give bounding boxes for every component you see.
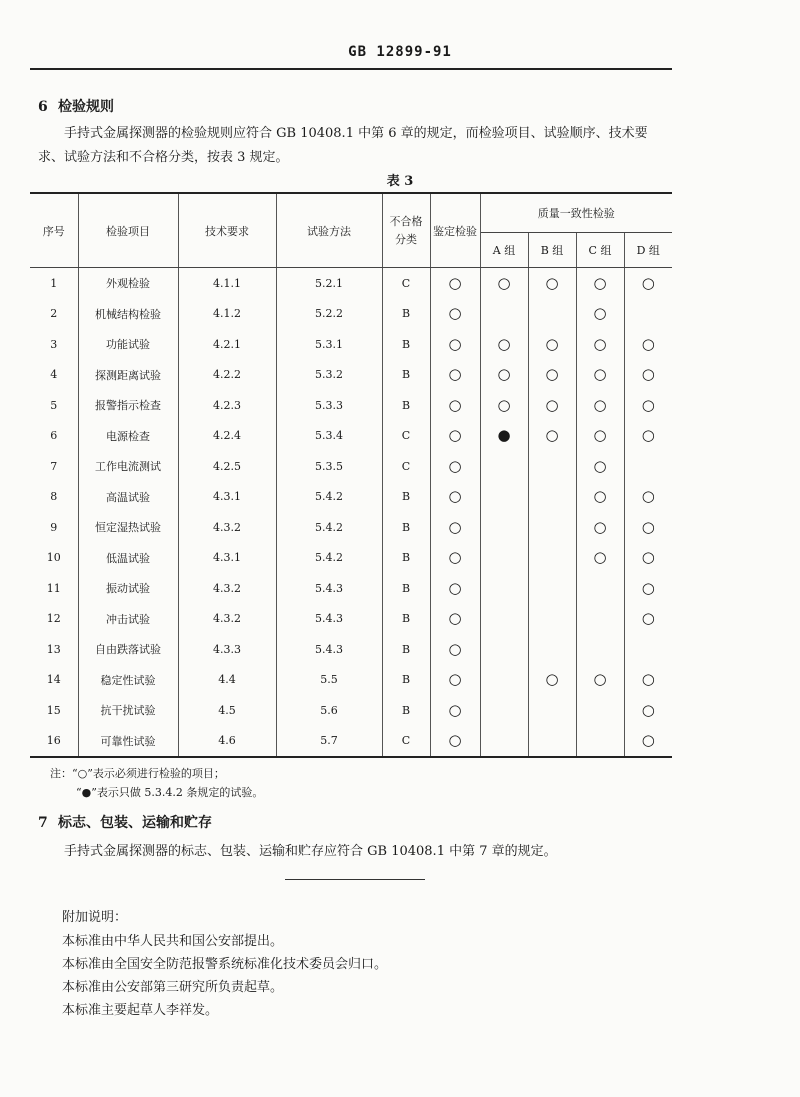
cell-item: 振动试验: [78, 573, 178, 604]
check-mark: ○: [497, 334, 511, 353]
cell-group-c: [576, 604, 624, 635]
cell-class: B: [382, 604, 430, 635]
cell-seq: 12: [30, 604, 78, 635]
cell-seq: 14: [30, 665, 78, 696]
cell-item: 高温试验: [78, 482, 178, 513]
check-mark: ○: [641, 548, 655, 567]
cell-appraisal: [430, 604, 480, 635]
check-mark: ○: [448, 609, 462, 628]
appendix-line-1: 本标准由中华人民共和国公安部提出。: [62, 934, 284, 949]
table-row: [30, 482, 672, 513]
section-7-title: 标志、包装、运输和贮存: [58, 815, 212, 831]
cell-appraisal: [430, 573, 480, 604]
cell-appraisal: [430, 390, 480, 421]
cell-requirement: 4.1.1: [178, 268, 276, 299]
check-mark: ○: [641, 395, 655, 414]
cell-group-a: [480, 329, 528, 360]
cell-group-d: [624, 573, 672, 604]
cell-group-d: [624, 665, 672, 696]
cell-seq: 9: [30, 512, 78, 543]
header-rule: [30, 68, 672, 70]
cell-appraisal: [430, 329, 480, 360]
header-nonconformity-class: 不合格分类: [382, 193, 430, 268]
table-row: [30, 329, 672, 360]
header-appraisal: 鉴定检验: [430, 193, 480, 268]
cell-item: 低温试验: [78, 543, 178, 574]
cell-requirement: 4.6: [178, 726, 276, 758]
check-mark: ○: [593, 426, 607, 445]
cell-group-c: [576, 543, 624, 574]
check-mark: ○: [448, 517, 462, 536]
cell-appraisal: [430, 634, 480, 665]
cell-appraisal: [430, 268, 480, 299]
cell-appraisal: [430, 360, 480, 391]
cell-group-c: [576, 726, 624, 758]
cell-group-b: [528, 726, 576, 758]
check-mark: ○: [448, 731, 462, 750]
note-line-2: “●”表示只做 5.3.4.2 条规定的试验。: [76, 786, 264, 799]
check-mark: ○: [641, 700, 655, 719]
table-row: [30, 421, 672, 452]
note-label: 注：: [50, 767, 72, 780]
cell-group-a: [480, 665, 528, 696]
cell-group-a: [480, 543, 528, 574]
cell-group-c: [576, 665, 624, 696]
cell-appraisal: [430, 451, 480, 482]
table-row: [30, 451, 672, 482]
cell-class: C: [382, 268, 430, 299]
cell-group-c: [576, 695, 624, 726]
cell-seq: 15: [30, 695, 78, 726]
check-mark: ○: [448, 578, 462, 597]
appendix-line-4: 本标准主要起草人李祥发。: [62, 1003, 219, 1018]
cell-group-a: [480, 390, 528, 421]
table-row: [30, 726, 672, 758]
check-mark: ○: [593, 273, 607, 292]
check-mark: ○: [448, 365, 462, 384]
cell-group-a: [480, 360, 528, 391]
cell-group-a: [480, 268, 528, 299]
cell-item: 探测距离试验: [78, 360, 178, 391]
cell-method: 5.6: [276, 695, 382, 726]
cell-seq: 7: [30, 451, 78, 482]
check-mark: ○: [641, 487, 655, 506]
header-requirement: 技术要求: [178, 193, 276, 268]
cell-group-b: [528, 604, 576, 635]
check-mark: ○: [448, 273, 462, 292]
cell-class: B: [382, 695, 430, 726]
check-mark: ○: [641, 426, 655, 445]
cell-group-d: [624, 543, 672, 574]
check-mark: ○: [497, 365, 511, 384]
cell-group-d: [624, 299, 672, 330]
check-mark: ○: [641, 517, 655, 536]
cell-method: 5.5: [276, 665, 382, 696]
table-row: [30, 268, 672, 299]
cell-requirement: 4.3.1: [178, 482, 276, 513]
cell-group-a: [480, 451, 528, 482]
check-mark: ○: [545, 334, 559, 353]
cell-class: C: [382, 451, 430, 482]
header-group-b: B 组: [528, 233, 576, 268]
check-mark: ○: [641, 578, 655, 597]
cell-seq: 5: [30, 390, 78, 421]
cell-requirement: 4.3.3: [178, 634, 276, 665]
table-row: [30, 512, 672, 543]
cell-class: B: [382, 543, 430, 574]
cell-method: 5.4.3: [276, 604, 382, 635]
note-circle-text: “○”表示必须进行检验的项目；: [72, 767, 225, 780]
inspection-table: [30, 192, 672, 758]
cell-seq: 10: [30, 543, 78, 574]
cell-requirement: 4.3.2: [178, 573, 276, 604]
cell-item: 稳定性试验: [78, 665, 178, 696]
cell-class: B: [382, 299, 430, 330]
cell-item: 功能试验: [78, 329, 178, 360]
header-method: 试验方法: [276, 193, 382, 268]
header-group-d: D 组: [624, 233, 672, 268]
check-mark: ○: [545, 365, 559, 384]
cell-group-d: [624, 512, 672, 543]
cell-method: 5.4.3: [276, 634, 382, 665]
header-group-a: A 组: [480, 233, 528, 268]
cell-group-d: [624, 360, 672, 391]
cell-method: 5.4.2: [276, 543, 382, 574]
check-mark: ○: [497, 273, 511, 292]
cell-group-d: [624, 390, 672, 421]
cell-group-c: [576, 390, 624, 421]
cell-group-b: [528, 543, 576, 574]
check-mark: ○: [448, 700, 462, 719]
cell-requirement: 4.2.1: [178, 329, 276, 360]
section-6-body: 手持式金属探测器的检验规则应符合 GB 10408.1 中第 6 章的规定，而检验项目、试验顺序、技术要求、试验方法和不合格分类，按表 3 规定。: [38, 126, 648, 165]
cell-item: 冲击试验: [78, 604, 178, 635]
header-item: 检验项目: [78, 193, 178, 268]
cell-group-d: [624, 604, 672, 635]
cell-seq: 1: [30, 268, 78, 299]
cell-group-d: [624, 268, 672, 299]
cell-class: B: [382, 329, 430, 360]
cell-item: 自由跌落试验: [78, 634, 178, 665]
cell-item: 报警指示检查: [78, 390, 178, 421]
cell-group-d: [624, 329, 672, 360]
cell-requirement: 4.3.2: [178, 604, 276, 635]
check-mark: ○: [641, 670, 655, 689]
cell-class: B: [382, 573, 430, 604]
cell-group-c: [576, 268, 624, 299]
section-6-title: 检验规则: [58, 99, 114, 115]
cell-seq: 2: [30, 299, 78, 330]
cell-appraisal: [430, 543, 480, 574]
cell-group-c: [576, 329, 624, 360]
cell-class: C: [382, 421, 430, 452]
check-mark: ○: [641, 334, 655, 353]
table-row: [30, 695, 672, 726]
header-group-c: C 组: [576, 233, 624, 268]
cell-requirement: 4.2.3: [178, 390, 276, 421]
cell-group-b: [528, 421, 576, 452]
cell-appraisal: [430, 299, 480, 330]
table-row: [30, 573, 672, 604]
check-mark: ○: [593, 334, 607, 353]
cell-group-b: [528, 665, 576, 696]
cell-appraisal: [430, 695, 480, 726]
cell-item: 机械结构检验: [78, 299, 178, 330]
cell-group-b: [528, 451, 576, 482]
cell-group-b: [528, 299, 576, 330]
header-quality-conformance: 质量一致性检验: [480, 193, 672, 233]
cell-class: C: [382, 726, 430, 758]
table-row: [30, 634, 672, 665]
cell-class: B: [382, 482, 430, 513]
cell-group-b: [528, 573, 576, 604]
cell-group-c: [576, 451, 624, 482]
cell-group-a: [480, 634, 528, 665]
cell-group-a: [480, 695, 528, 726]
cell-group-a: [480, 299, 528, 330]
cell-requirement: 4.2.2: [178, 360, 276, 391]
cell-requirement: 4.3.1: [178, 543, 276, 574]
cell-group-a: [480, 573, 528, 604]
check-mark: ○: [593, 487, 607, 506]
cell-method: 5.4.2: [276, 512, 382, 543]
cell-method: 5.2.2: [276, 299, 382, 330]
section-6-heading: [38, 96, 114, 116]
cell-group-b: [528, 482, 576, 513]
check-mark: ○: [545, 273, 559, 292]
cell-appraisal: [430, 665, 480, 696]
cell-group-d: [624, 451, 672, 482]
cell-method: 5.7: [276, 726, 382, 758]
cell-group-d: [624, 634, 672, 665]
cell-requirement: 4.2.5: [178, 451, 276, 482]
section-7-number: 7: [38, 815, 48, 831]
check-mark: ○: [641, 609, 655, 628]
check-mark: ○: [448, 395, 462, 414]
check-mark: ○: [641, 365, 655, 384]
check-mark: ○: [497, 395, 511, 414]
cell-requirement: 4.3.2: [178, 512, 276, 543]
cell-group-c: [576, 482, 624, 513]
cell-seq: 11: [30, 573, 78, 604]
cell-group-b: [528, 634, 576, 665]
check-mark: ○: [448, 334, 462, 353]
cell-requirement: 4.2.4: [178, 421, 276, 452]
cell-group-b: [528, 390, 576, 421]
check-mark: ○: [641, 273, 655, 292]
cell-seq: 16: [30, 726, 78, 758]
table-3-caption: 表 3: [386, 174, 414, 189]
table-row: [30, 543, 672, 574]
section-6-paragraph: [38, 122, 673, 170]
check-mark: ○: [448, 639, 462, 658]
section-divider: [285, 879, 425, 880]
cell-class: B: [382, 665, 430, 696]
cell-method: 5.3.1: [276, 329, 382, 360]
check-mark: ○: [593, 548, 607, 567]
cell-group-b: [528, 268, 576, 299]
cell-seq: 8: [30, 482, 78, 513]
standard-code-header: GB 12899-91: [348, 44, 452, 60]
check-mark: ●: [497, 426, 511, 445]
check-mark: ○: [593, 670, 607, 689]
cell-method: 5.2.1: [276, 268, 382, 299]
note-line-1: [50, 765, 225, 781]
cell-group-d: [624, 726, 672, 758]
cell-item: 可靠性试验: [78, 726, 178, 758]
cell-appraisal: [430, 726, 480, 758]
appendix-title: 附加说明：: [62, 910, 128, 925]
appendix-line-3: 本标准由公安部第三研究所负责起草。: [62, 980, 284, 995]
table-row: [30, 299, 672, 330]
cell-group-c: [576, 360, 624, 391]
cell-group-d: [624, 695, 672, 726]
cell-class: B: [382, 390, 430, 421]
cell-item: 恒定湿热试验: [78, 512, 178, 543]
cell-requirement: 4.1.2: [178, 299, 276, 330]
check-mark: ○: [593, 395, 607, 414]
header-seq: 序号: [30, 193, 78, 268]
cell-group-b: [528, 695, 576, 726]
section-6-number: 6: [38, 99, 48, 115]
cell-group-d: [624, 482, 672, 513]
section-7-body: 手持式金属探测器的标志、包装、运输和贮存应符合 GB 10408.1 中第 7 章的规定。: [64, 844, 557, 859]
cell-seq: 6: [30, 421, 78, 452]
cell-seq: 4: [30, 360, 78, 391]
cell-item: 工作电流测试: [78, 451, 178, 482]
cell-seq: 13: [30, 634, 78, 665]
check-mark: ○: [545, 426, 559, 445]
cell-group-b: [528, 329, 576, 360]
cell-appraisal: [430, 482, 480, 513]
check-mark: ○: [448, 456, 462, 475]
cell-method: 5.3.3: [276, 390, 382, 421]
cell-group-a: [480, 604, 528, 635]
cell-group-c: [576, 421, 624, 452]
cell-method: 5.3.4: [276, 421, 382, 452]
table-row: [30, 604, 672, 635]
cell-method: 5.4.3: [276, 573, 382, 604]
cell-group-d: [624, 421, 672, 452]
cell-item: 外观检验: [78, 268, 178, 299]
cell-seq: 3: [30, 329, 78, 360]
table-row: [30, 665, 672, 696]
section-7-heading: [38, 812, 212, 832]
cell-method: 5.3.5: [276, 451, 382, 482]
check-mark: ○: [593, 456, 607, 475]
cell-method: 5.4.2: [276, 482, 382, 513]
check-mark: ○: [593, 365, 607, 384]
section-7-paragraph: [38, 840, 673, 864]
cell-appraisal: [430, 512, 480, 543]
cell-appraisal: [430, 421, 480, 452]
cell-method: 5.3.2: [276, 360, 382, 391]
check-mark: ○: [448, 426, 462, 445]
cell-group-a: [480, 482, 528, 513]
cell-item: 抗干扰试验: [78, 695, 178, 726]
appendix-line-2: 本标准由全国安全防范报警系统标准化技术委员会归口。: [62, 957, 388, 972]
check-mark: ○: [448, 487, 462, 506]
table-row: [30, 360, 672, 391]
check-mark: ○: [545, 395, 559, 414]
cell-class: B: [382, 360, 430, 391]
cell-group-c: [576, 634, 624, 665]
check-mark: ○: [448, 304, 462, 323]
check-mark: ○: [545, 670, 559, 689]
check-mark: ○: [448, 548, 462, 567]
cell-group-b: [528, 512, 576, 543]
check-mark: ○: [593, 517, 607, 536]
check-mark: ○: [593, 304, 607, 323]
cell-class: B: [382, 634, 430, 665]
cell-group-c: [576, 512, 624, 543]
cell-requirement: 4.4: [178, 665, 276, 696]
cell-item: 电源检查: [78, 421, 178, 452]
cell-group-b: [528, 360, 576, 391]
cell-group-a: [480, 726, 528, 758]
check-mark: ○: [448, 670, 462, 689]
cell-class: B: [382, 512, 430, 543]
cell-group-c: [576, 299, 624, 330]
cell-group-c: [576, 573, 624, 604]
cell-requirement: 4.5: [178, 695, 276, 726]
cell-group-a: [480, 421, 528, 452]
check-mark: ○: [641, 731, 655, 750]
table-row: [30, 390, 672, 421]
cell-group-a: [480, 512, 528, 543]
